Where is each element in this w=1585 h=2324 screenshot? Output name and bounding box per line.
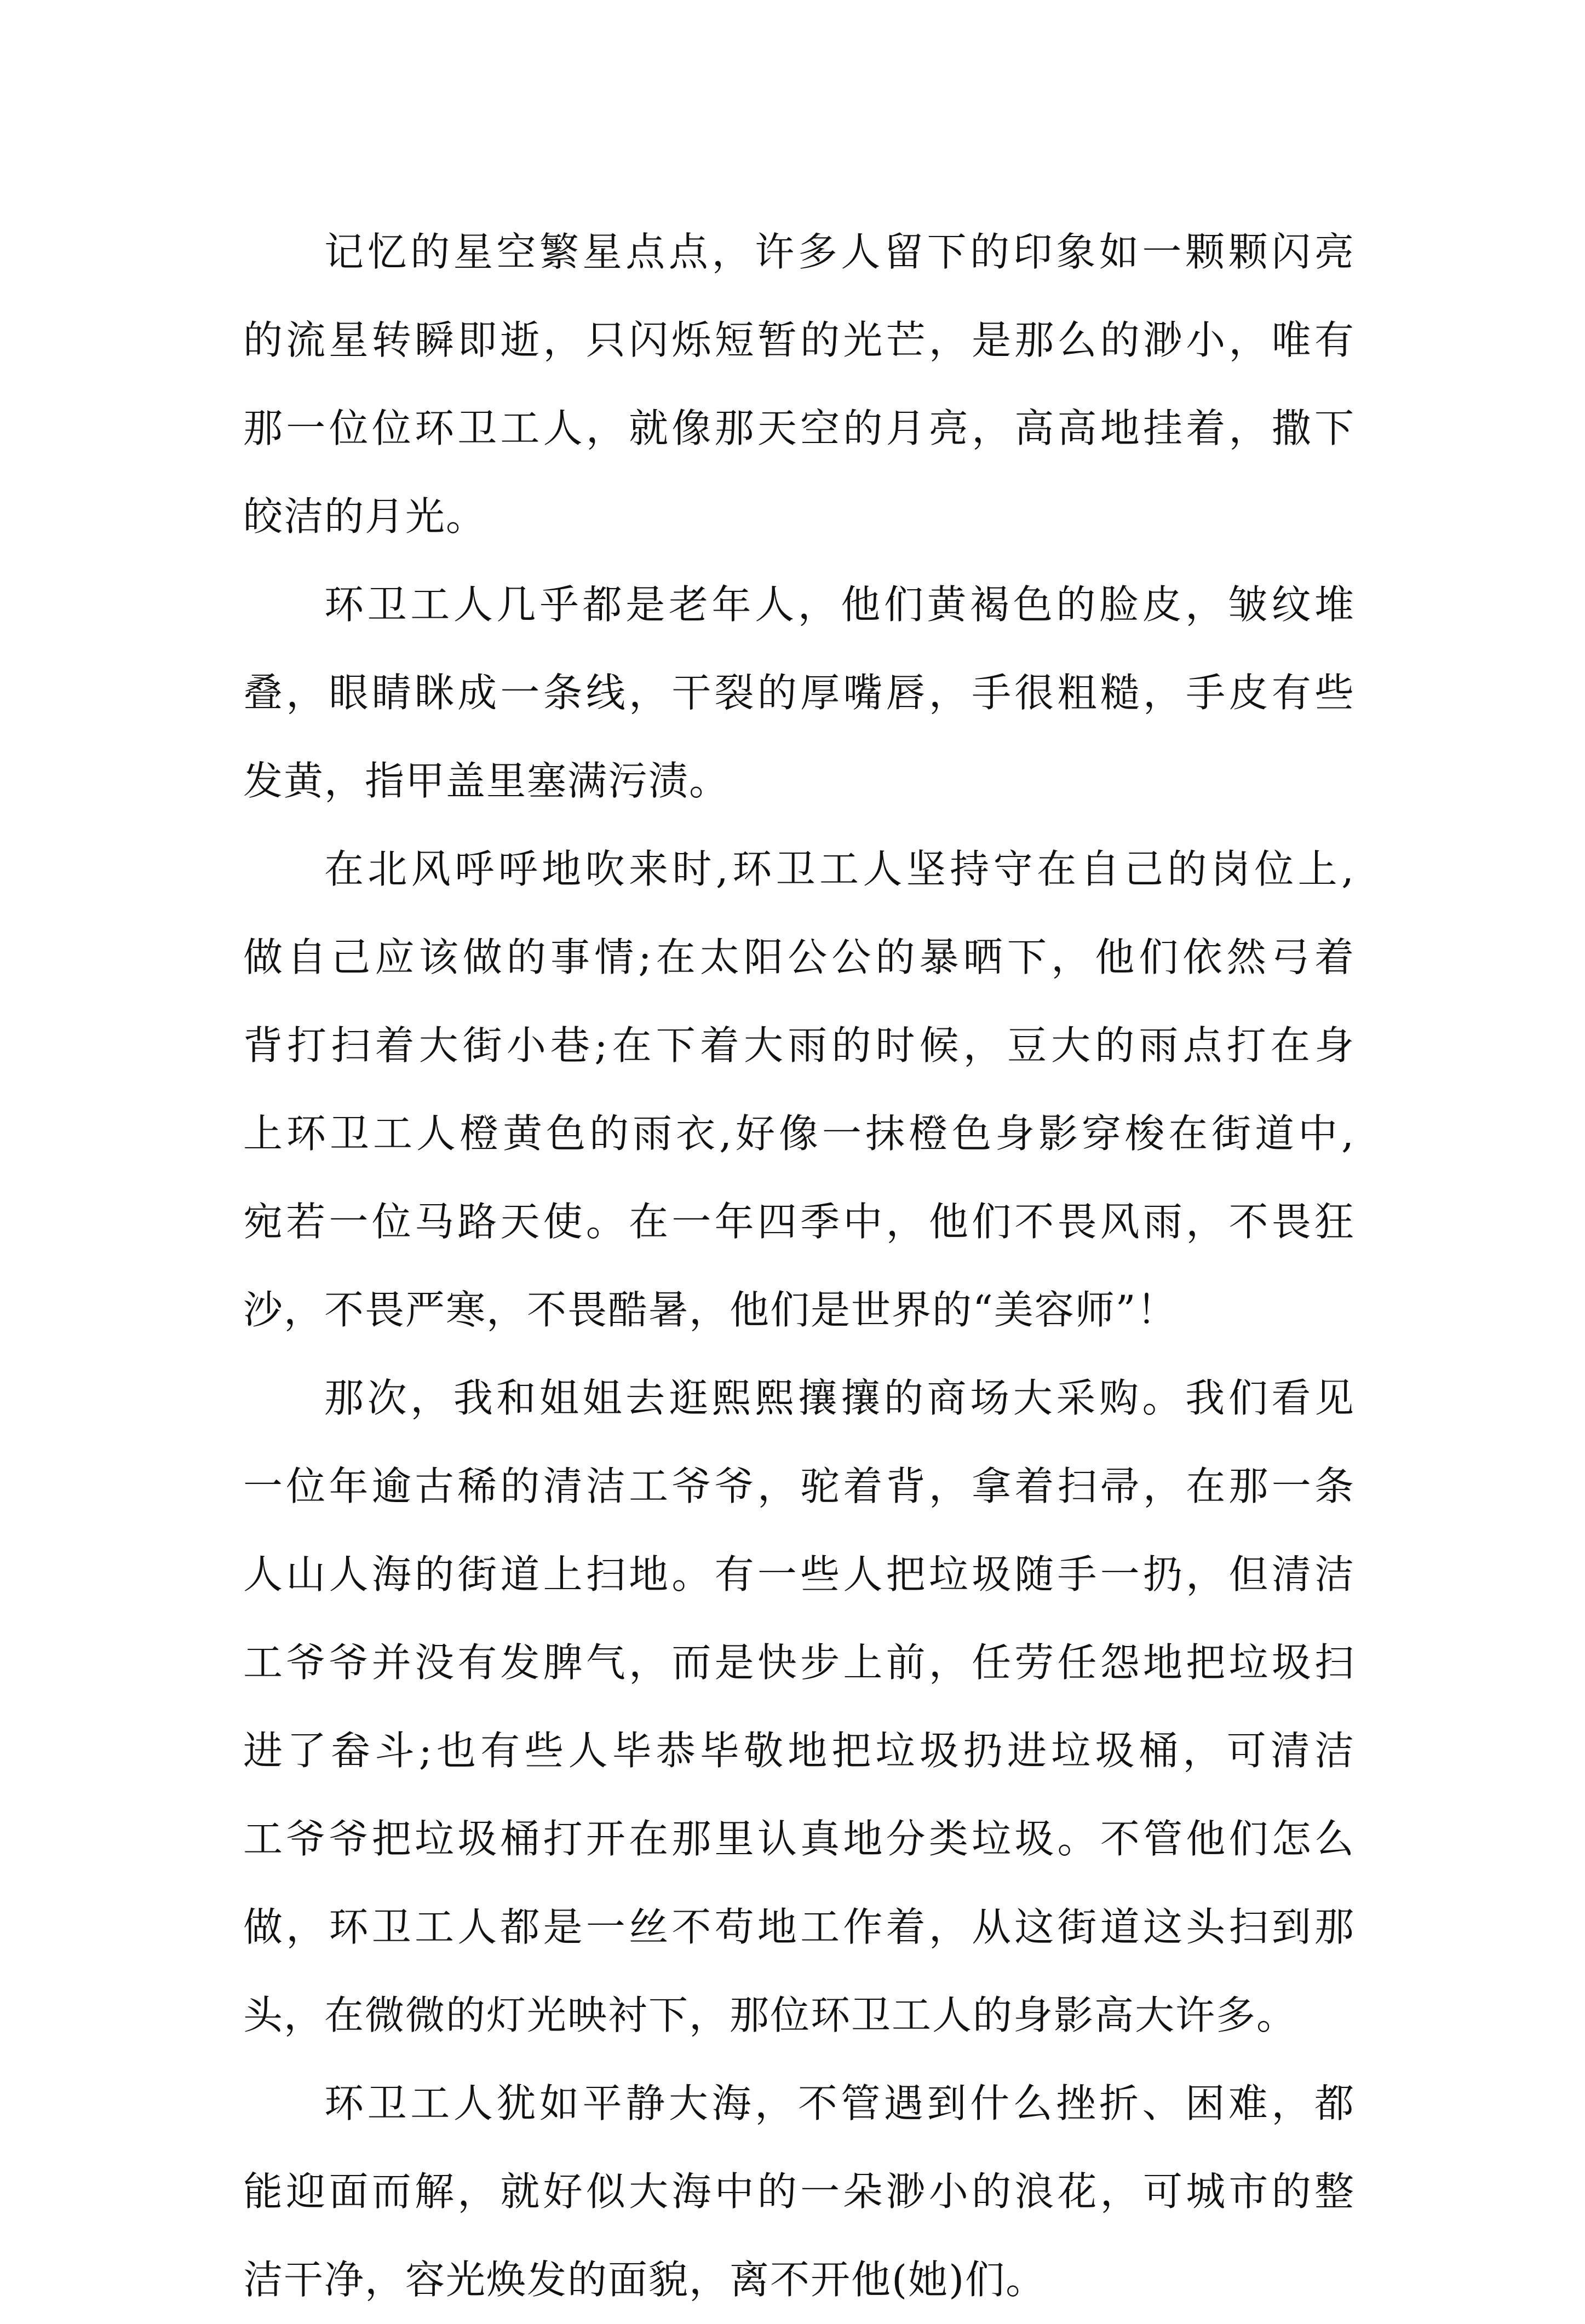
paragraph-line: 叠，眼睛眯成一条线，干裂的厚嘴唇，手很粗糙，手皮有些 <box>243 670 1355 716</box>
paragraph-4 <box>243 1354 1355 2060</box>
paragraph-line: 发黄，指甲盖里塞满污渍。 <box>243 758 730 804</box>
paragraph-line: 人山人海的街道上扫地。有一些人把垃圾随手一扔，但清洁 <box>243 1551 1355 1597</box>
paragraph-line: 背打扫着大街小巷;在下着大雨的时候，豆大的雨点打在身 <box>243 1022 1355 1068</box>
paragraph-line: 上环卫工人橙黄色的雨衣,好像一抹橙色身影穿梭在街道中, <box>243 1111 1355 1157</box>
paragraph-line: 那一位位环卫工人，就像那天空的月亮，高高地挂着，撒下 <box>243 405 1355 451</box>
paragraph-line: 进了畚斗;也有些人毕恭毕敬地把垃圾扔进垃圾桶，可清洁 <box>243 1728 1355 1774</box>
paragraph-line: 沙，不畏严寒，不畏酷暑，他们是世界的“美容师”！ <box>243 1287 1178 1333</box>
paragraph-5 <box>243 2060 1355 2324</box>
paragraph-line: 环卫工人犹如平静大海，不管遇到什么挫折、困难，都 <box>324 2080 1355 2126</box>
paragraph-2 <box>243 561 1355 825</box>
paragraph-1 <box>243 208 1355 561</box>
paragraph-3 <box>243 825 1355 1354</box>
document-body <box>243 208 1355 2324</box>
paragraph-line: 的流星转瞬即逝，只闪烁短暂的光芒，是那么的渺小，唯有 <box>243 317 1355 363</box>
paragraph-line: 记忆的星空繁星点点，许多人留下的印象如一颗颗闪亮 <box>324 229 1355 275</box>
paragraph-line: 皎洁的月光。 <box>243 493 487 539</box>
paragraph-line: 做自己应该做的事情;在太阳公公的暴晒下，他们依然弓着 <box>243 934 1355 980</box>
paragraph-line: 洁干净，容光焕发的面貌，离不开他(她)们。 <box>243 2257 1047 2303</box>
paragraph-line: 那次，我和姐姐去逛熙熙攘攘的商场大采购。我们看见 <box>324 1375 1355 1421</box>
paragraph-line: 头，在微微的灯光映衬下，那位环卫工人的身影高大许多。 <box>243 1992 1297 2038</box>
paragraph-line: 能迎面而解，就好似大海中的一朵渺小的浪花，可城市的整 <box>243 2168 1355 2214</box>
paragraph-line: 工爷爷并没有发脾气，而是快步上前，任劳任怨地把垃圾扫 <box>243 1640 1355 1686</box>
paragraph-line: 一位年逾古稀的清洁工爷爷，驼着背，拿着扫帚，在那一条 <box>243 1463 1355 1509</box>
paragraph-line: 工爷爷把垃圾桶打开在那里认真地分类垃圾。不管他们怎么 <box>243 1816 1355 1862</box>
paragraph-line: 环卫工人几乎都是老年人，他们黄褐色的脸皮，皱纹堆 <box>324 582 1355 628</box>
paragraph-line: 宛若一位马路天使。在一年四季中，他们不畏风雨，不畏狂 <box>243 1199 1355 1245</box>
paragraph-line: 在北风呼呼地吹来时,环卫工人坚持守在自己的岗位上, <box>324 846 1355 892</box>
paragraph-line: 做，环卫工人都是一丝不苟地工作着，从这街道这头扫到那 <box>243 1904 1355 1950</box>
